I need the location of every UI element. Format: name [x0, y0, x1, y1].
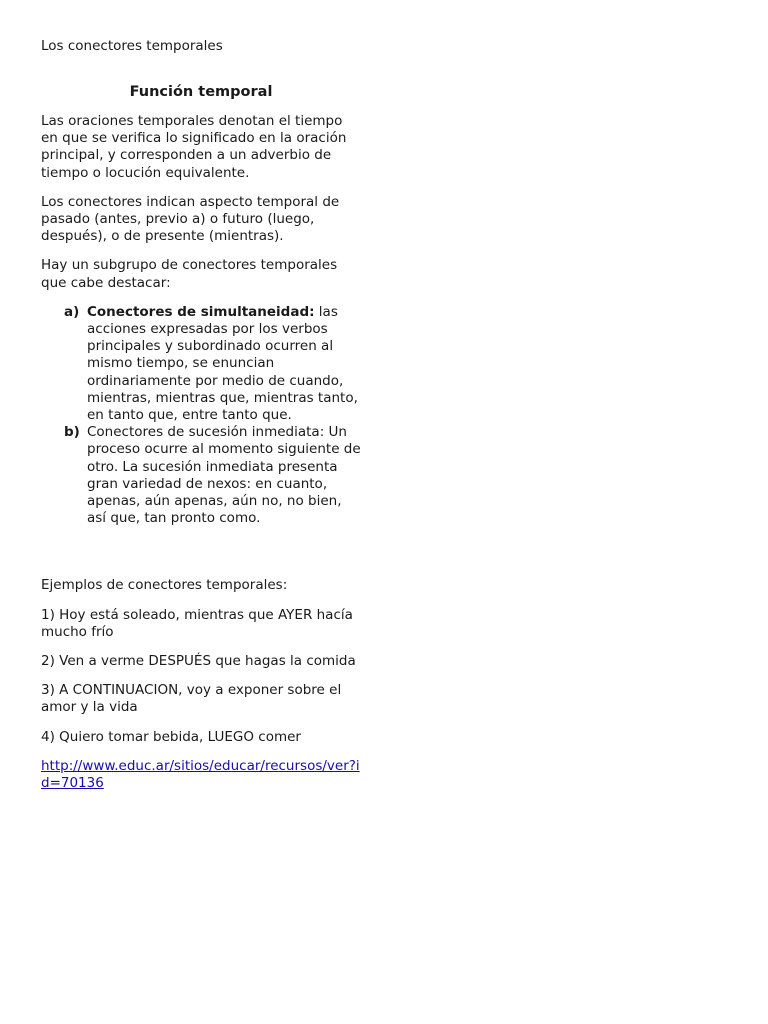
list-marker: a) [64, 303, 80, 320]
paragraph-definition: Las oraciones temporales denotan el tiempo en que se verifica lo significado en la oración principal, y corresponden a un adverbio de tiempo o locución equivalente. [41, 113, 347, 181]
source-paragraph [41, 758, 363, 792]
section-title: Función temporal [129, 84, 273, 100]
paragraph-aspect: Los conectores indican aspecto temporal de pasado (antes, previo a) o futuro (luego, después), o de presente (mientras). [41, 193, 340, 245]
spacer [41, 539, 363, 577]
list-item [41, 424, 363, 527]
document-header: Los conectores temporales [41, 38, 223, 54]
list-item [41, 304, 363, 424]
list-item-text: las acciones expresadas por los verbos principales y subordinado ocurren al mismo tiempo, se enuncian ordinariamente por medio de cuando, mientras, mientras que, mientras tanto, en tanto que, entre tanto que. [87, 303, 358, 424]
document-body [41, 113, 363, 804]
list-marker: b) [64, 424, 80, 441]
example-item: 2) Ven a verme DESPUÉS que hagas la comida [41, 653, 356, 670]
example-item: 4) Quiero tomar bebida, LUEGO comer [41, 728, 301, 745]
example-item: 1) Hoy está soleado, mientras que AYER hacía mucho frío [41, 606, 353, 640]
list-item-text: Conectores de sucesión inmediata: Un proceso ocurre al momento siguiente de otro. La sucesión inmediata presenta gran variedad de nexos: en cuanto, apenas, aún apenas, aún no, no bien, así que, tan pronto como. [87, 424, 361, 527]
connector-list [41, 304, 363, 528]
examples-intro: Ejemplos de conectores temporales: [41, 577, 288, 594]
example-item: 3) A CONTINUACION, voy a exponer sobre el amor y la vida [41, 682, 342, 716]
source-link[interactable]: http://www.educ.ar/sitios/educar/recursos/ver?id=70136 [41, 757, 360, 792]
paragraph-subgroup: Hay un subgrupo de conectores temporales que cabe destacar: [41, 257, 338, 291]
list-item-heading: Conectores de simultaneidad: [87, 303, 315, 320]
